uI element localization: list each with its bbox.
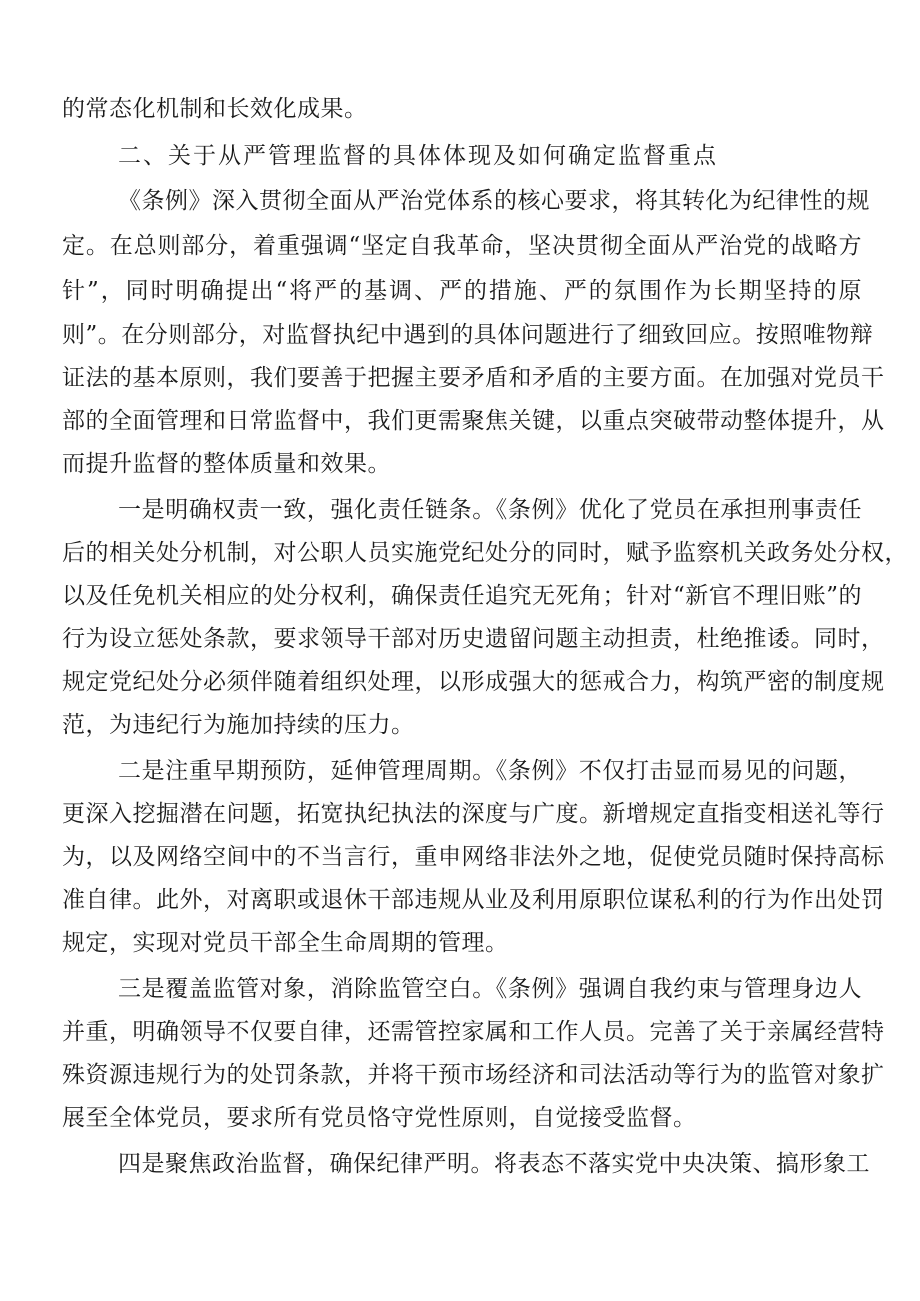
- paragraph-line: 展至全体党员，要求所有党员恪守党性原则，自觉接受监督。: [62, 1105, 697, 1131]
- section-heading: 二、关于从严管理监督的具体体现及如何确定监督重点: [118, 143, 718, 169]
- paragraph-line: 规定，实现对党员干部全生命周期的管理。: [62, 930, 509, 956]
- paragraph-line: 一是明确权责一致，强化责任链条。《条例》优化了党员在承担刑事责任: [118, 497, 862, 523]
- paragraph-line: 《条例》深入贯彻全面从严治党体系的核心要求，将其转化为纪律性的规: [118, 188, 870, 214]
- paragraph-line: 而提升监督的整体质量和效果。: [62, 451, 391, 477]
- paragraph-line: 殊资源违规行为的处罚条款，并将干预市场经济和司法活动等行为的监管对象扩: [62, 1062, 885, 1088]
- paragraph-line: 更深入挖掘潜在问题，拓宽执纪执法的深度与广度。新增规定直指变相送礼等行: [62, 801, 885, 827]
- paragraph-line: 规定党纪处分必须伴随着组织处理，以形成强大的惩戒合力，构筑严密的制度规: [62, 669, 885, 695]
- paragraph-line: 二是注重早期预防，延伸管理周期。《条例》不仅打击显而易见的问题，: [118, 758, 862, 784]
- paragraph-line: 准自律。此外，对离职或退休干部违规从业及利用原职位谋私利的行为作出处罚: [62, 887, 885, 913]
- paragraph-line: 则”。在分则部分，对监督执纪中遇到的具体问题进行了细致回应。按照唯物辩: [62, 322, 874, 348]
- paragraph-line: 为，以及网络空间中的不当言行，重申网络非法外之地，促使党员随时保持高标: [62, 844, 885, 870]
- paragraph-line: 并重，明确领导不仅要自律，还需管控家属和工作人员。完善了关于亲属经营特: [62, 1019, 885, 1045]
- paragraph-line: 范，为违纪行为施加持续的压力。: [62, 712, 415, 738]
- paragraph-line: 三是覆盖监管对象，消除监管空白。《条例》强调自我约束与管理身边人: [118, 976, 862, 1002]
- paragraph-line: 部的全面管理和日常监督中，我们更需聚焦关键，以重点突破带动整体提升，从: [62, 408, 885, 434]
- paragraph-line: 行为设立惩处条款，要求领导干部对历史遗留问题主动担责，杜绝推诿。同时，: [62, 626, 885, 652]
- paragraph-line: 证法的基本原则，我们要善于把握主要矛盾和矛盾的主要方面。在加强对党员干: [62, 365, 885, 391]
- paragraph-line: 针”，同时明确提出“将严的基调、严的措施、严的氛围作为长期坚持的原: [62, 278, 862, 304]
- paragraph-line: 四是聚焦政治监督，确保纪律严明。将表态不落实党中央决策、搞形象工: [118, 1151, 870, 1177]
- paragraph-line: 后的相关处分机制，对公职人员实施党纪处分的同时，赋予监察机关政务处分权，: [62, 540, 908, 566]
- paragraph-line: 定。在总则部分，着重强调“坚定自我革命，坚决贯彻全面从严治党的战略方: [62, 233, 862, 259]
- paragraph-line: 以及任免机关相应的处分权利，确保责任追究无死角；针对“新官不理旧账”的: [62, 583, 863, 609]
- paragraph-line: 的常态化机制和长效化成果。: [62, 96, 368, 122]
